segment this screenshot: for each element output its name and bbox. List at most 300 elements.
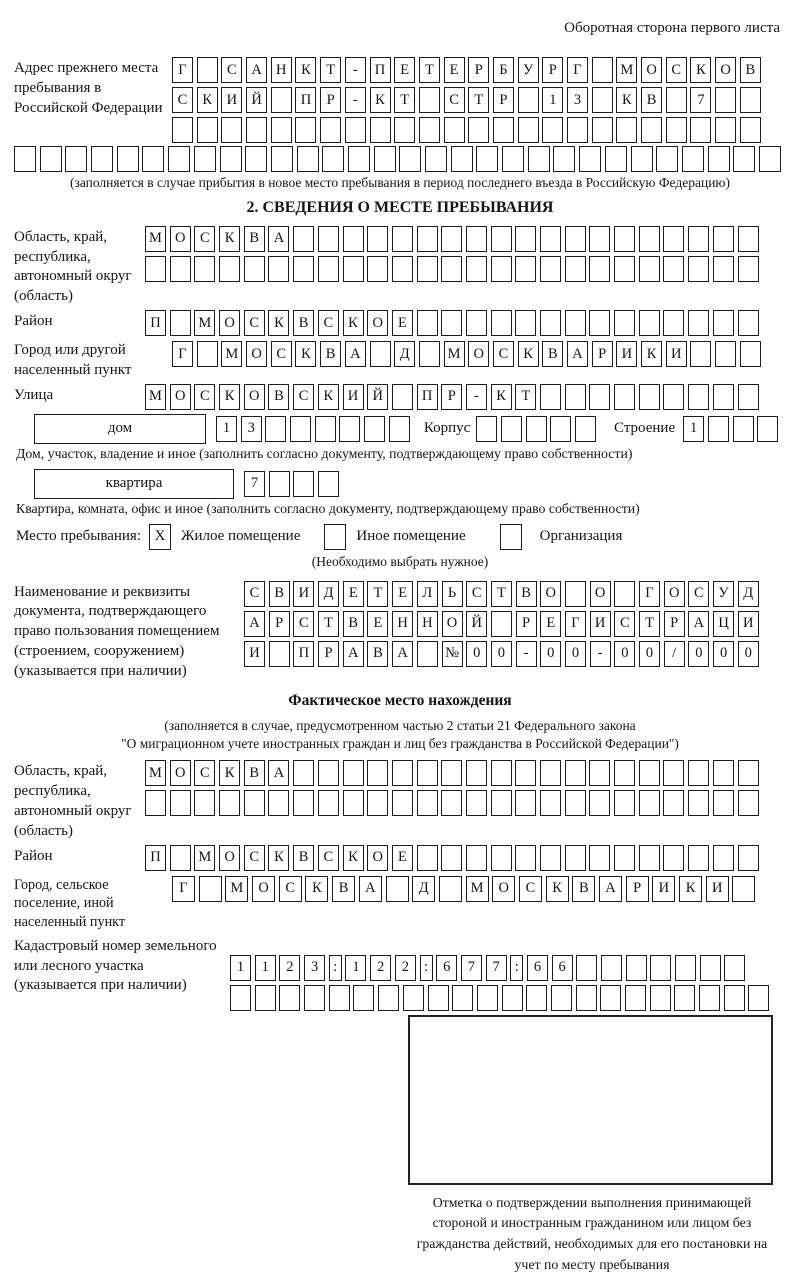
- char-cell[interactable]: [399, 146, 421, 172]
- char-cell[interactable]: [315, 416, 336, 442]
- char-cell[interactable]: 0: [614, 641, 635, 667]
- char-cell[interactable]: [419, 87, 440, 113]
- stay-option-checkbox-residential[interactable]: X: [149, 524, 171, 550]
- char-cell[interactable]: М: [145, 384, 166, 410]
- char-cell[interactable]: [688, 760, 709, 786]
- char-cell[interactable]: И: [738, 611, 759, 637]
- char-cell[interactable]: О: [246, 341, 267, 367]
- char-cell[interactable]: М: [221, 341, 242, 367]
- char-cell[interactable]: [279, 985, 300, 1011]
- char-cell[interactable]: [219, 790, 240, 816]
- char-cell[interactable]: А: [268, 760, 289, 786]
- char-cell[interactable]: 0: [565, 641, 586, 667]
- cadastral-row-1[interactable]: [230, 955, 769, 981]
- char-cell[interactable]: Т: [491, 581, 512, 607]
- char-cell[interactable]: Е: [367, 611, 388, 637]
- char-cell[interactable]: -: [516, 641, 537, 667]
- char-cell[interactable]: С: [244, 310, 265, 336]
- char-cell[interactable]: [540, 226, 561, 252]
- actual-region-grid[interactable]: [145, 760, 759, 816]
- char-cell[interactable]: [220, 146, 242, 172]
- prev-address-row-3[interactable]: [172, 117, 761, 143]
- char-cell[interactable]: [65, 146, 87, 172]
- char-cell[interactable]: [293, 471, 314, 497]
- char-cell[interactable]: [589, 226, 610, 252]
- char-cell[interactable]: Е: [540, 611, 561, 637]
- char-cell[interactable]: У: [713, 581, 734, 607]
- char-cell[interactable]: [491, 845, 512, 871]
- char-cell[interactable]: Ц: [713, 611, 734, 637]
- char-cell[interactable]: С: [688, 581, 709, 607]
- char-cell[interactable]: [656, 146, 678, 172]
- char-cell[interactable]: В: [269, 581, 290, 607]
- char-cell[interactable]: [295, 117, 316, 143]
- char-cell[interactable]: Р: [441, 384, 462, 410]
- char-cell[interactable]: [650, 985, 671, 1011]
- char-cell[interactable]: К: [219, 226, 240, 252]
- char-cell[interactable]: К: [690, 57, 711, 83]
- region-row-1[interactable]: [145, 226, 759, 252]
- char-cell[interactable]: [540, 760, 561, 786]
- char-cell[interactable]: [616, 117, 637, 143]
- char-cell[interactable]: [663, 310, 684, 336]
- char-cell[interactable]: В: [343, 611, 364, 637]
- char-cell[interactable]: О: [442, 611, 463, 637]
- char-cell[interactable]: К: [318, 384, 339, 410]
- char-cell[interactable]: [466, 226, 487, 252]
- char-cell[interactable]: [688, 384, 709, 410]
- char-cell[interactable]: [614, 581, 635, 607]
- char-cell[interactable]: С: [194, 760, 215, 786]
- char-cell[interactable]: Р: [468, 57, 489, 83]
- char-cell[interactable]: [666, 87, 687, 113]
- char-cell[interactable]: К: [295, 341, 316, 367]
- char-cell[interactable]: [343, 790, 364, 816]
- char-cell[interactable]: Р: [626, 876, 649, 902]
- char-cell[interactable]: Е: [343, 581, 364, 607]
- char-cell[interactable]: [269, 641, 290, 667]
- char-cell[interactable]: [614, 790, 635, 816]
- char-cell[interactable]: [439, 876, 462, 902]
- char-cell[interactable]: [625, 985, 646, 1011]
- char-cell[interactable]: [245, 146, 267, 172]
- char-cell[interactable]: Е: [392, 845, 413, 871]
- char-cell[interactable]: [491, 611, 512, 637]
- char-cell[interactable]: [353, 985, 374, 1011]
- char-cell[interactable]: [713, 226, 734, 252]
- char-cell[interactable]: [565, 790, 586, 816]
- char-cell[interactable]: О: [641, 57, 662, 83]
- document-row-3[interactable]: [244, 641, 759, 667]
- char-cell[interactable]: [370, 117, 391, 143]
- char-cell[interactable]: [740, 87, 761, 113]
- char-cell[interactable]: [688, 310, 709, 336]
- char-cell[interactable]: [724, 955, 745, 981]
- char-cell[interactable]: [293, 226, 314, 252]
- char-cell[interactable]: Е: [392, 581, 413, 607]
- char-cell[interactable]: 7: [690, 87, 711, 113]
- char-cell[interactable]: С: [318, 310, 339, 336]
- char-cell[interactable]: В: [268, 384, 289, 410]
- char-cell[interactable]: [466, 760, 487, 786]
- char-cell[interactable]: Б: [493, 57, 514, 83]
- char-cell[interactable]: [626, 955, 647, 981]
- char-cell[interactable]: 1: [255, 955, 276, 981]
- char-cell[interactable]: [733, 146, 755, 172]
- city-row[interactable]: [172, 341, 761, 367]
- char-cell[interactable]: В: [740, 57, 761, 83]
- char-cell[interactable]: [738, 384, 759, 410]
- char-cell[interactable]: С: [293, 384, 314, 410]
- char-cell[interactable]: М: [194, 845, 215, 871]
- char-cell[interactable]: А: [688, 611, 709, 637]
- char-cell[interactable]: [318, 760, 339, 786]
- char-cell[interactable]: О: [170, 384, 191, 410]
- char-cell[interactable]: [392, 256, 413, 282]
- char-cell[interactable]: -: [590, 641, 611, 667]
- char-cell[interactable]: [343, 760, 364, 786]
- char-cell[interactable]: [639, 760, 660, 786]
- char-cell[interactable]: [589, 760, 610, 786]
- char-cell[interactable]: [392, 790, 413, 816]
- char-cell[interactable]: О: [219, 845, 240, 871]
- char-cell[interactable]: Т: [515, 384, 536, 410]
- char-cell[interactable]: [708, 146, 730, 172]
- char-cell[interactable]: [168, 146, 190, 172]
- char-cell[interactable]: [759, 146, 781, 172]
- region-grid[interactable]: [145, 226, 759, 282]
- char-cell[interactable]: [345, 117, 366, 143]
- char-cell[interactable]: О: [367, 310, 388, 336]
- char-cell[interactable]: [601, 955, 622, 981]
- actual-city-row[interactable]: [172, 876, 755, 902]
- char-cell[interactable]: [641, 117, 662, 143]
- char-cell[interactable]: [417, 641, 438, 667]
- char-cell[interactable]: О: [540, 581, 561, 607]
- char-cell[interactable]: М: [444, 341, 465, 367]
- char-cell[interactable]: Д: [318, 581, 339, 607]
- char-cell[interactable]: Р: [592, 341, 613, 367]
- char-cell[interactable]: [244, 256, 265, 282]
- char-cell[interactable]: [145, 790, 166, 816]
- char-cell[interactable]: Г: [565, 611, 586, 637]
- char-cell[interactable]: И: [244, 641, 265, 667]
- char-cell[interactable]: 0: [540, 641, 561, 667]
- char-cell[interactable]: [565, 760, 586, 786]
- char-cell[interactable]: Д: [394, 341, 415, 367]
- char-cell[interactable]: Г: [172, 876, 195, 902]
- char-cell[interactable]: [145, 256, 166, 282]
- char-cell[interactable]: 7: [486, 955, 507, 981]
- char-cell[interactable]: [441, 226, 462, 252]
- char-cell[interactable]: [322, 146, 344, 172]
- char-cell[interactable]: [579, 146, 601, 172]
- char-cell[interactable]: В: [516, 581, 537, 607]
- char-cell[interactable]: 0: [466, 641, 487, 667]
- char-cell[interactable]: Г: [172, 57, 193, 83]
- char-cell[interactable]: [197, 57, 218, 83]
- char-cell[interactable]: С: [221, 57, 242, 83]
- char-cell[interactable]: Т: [320, 57, 341, 83]
- char-cell[interactable]: [501, 416, 522, 442]
- char-cell[interactable]: К: [343, 310, 364, 336]
- char-cell[interactable]: [386, 876, 409, 902]
- char-cell[interactable]: С: [466, 581, 487, 607]
- char-cell[interactable]: Е: [394, 57, 415, 83]
- char-cell[interactable]: -: [466, 384, 487, 410]
- char-cell[interactable]: 1: [542, 87, 563, 113]
- char-cell[interactable]: [172, 117, 193, 143]
- char-cell[interactable]: [40, 146, 62, 172]
- actual-region-row-2[interactable]: [145, 790, 759, 816]
- char-cell[interactable]: [738, 310, 759, 336]
- char-cell[interactable]: С: [271, 341, 292, 367]
- char-cell[interactable]: 0: [639, 641, 660, 667]
- char-cell[interactable]: [614, 256, 635, 282]
- char-cell[interactable]: О: [252, 876, 275, 902]
- char-cell[interactable]: [441, 790, 462, 816]
- char-cell[interactable]: [528, 146, 550, 172]
- char-cell[interactable]: Р: [664, 611, 685, 637]
- char-cell[interactable]: [491, 256, 512, 282]
- char-cell[interactable]: [194, 790, 215, 816]
- document-row-2[interactable]: [244, 611, 759, 637]
- prev-address-row-2[interactable]: [172, 87, 761, 113]
- char-cell[interactable]: [451, 146, 473, 172]
- char-cell[interactable]: [477, 985, 498, 1011]
- char-cell[interactable]: [476, 146, 498, 172]
- char-cell[interactable]: П: [370, 57, 391, 83]
- char-cell[interactable]: [318, 471, 339, 497]
- char-cell[interactable]: [565, 226, 586, 252]
- char-cell[interactable]: К: [268, 845, 289, 871]
- char-cell[interactable]: [631, 146, 653, 172]
- char-cell[interactable]: [639, 384, 660, 410]
- char-cell[interactable]: [526, 985, 547, 1011]
- char-cell[interactable]: [733, 416, 754, 442]
- char-cell[interactable]: Р: [493, 87, 514, 113]
- char-cell[interactable]: [255, 985, 276, 1011]
- char-cell[interactable]: [491, 226, 512, 252]
- char-cell[interactable]: :: [420, 955, 433, 981]
- char-cell[interactable]: [417, 226, 438, 252]
- char-cell[interactable]: К: [370, 87, 391, 113]
- char-cell[interactable]: -: [345, 57, 366, 83]
- char-cell[interactable]: [592, 57, 613, 83]
- char-cell[interactable]: М: [225, 876, 248, 902]
- char-cell[interactable]: [663, 256, 684, 282]
- char-cell[interactable]: [540, 790, 561, 816]
- char-cell[interactable]: [614, 226, 635, 252]
- char-cell[interactable]: К: [305, 876, 328, 902]
- char-cell[interactable]: 0: [688, 641, 709, 667]
- char-cell[interactable]: [540, 845, 561, 871]
- char-cell[interactable]: [466, 845, 487, 871]
- char-cell[interactable]: [682, 146, 704, 172]
- char-cell[interactable]: Ь: [442, 581, 463, 607]
- char-cell[interactable]: [392, 226, 413, 252]
- actual-region-row-1[interactable]: [145, 760, 759, 786]
- char-cell[interactable]: [348, 146, 370, 172]
- char-cell[interactable]: [540, 384, 561, 410]
- char-cell[interactable]: [565, 581, 586, 607]
- char-cell[interactable]: [476, 416, 497, 442]
- char-cell[interactable]: /: [664, 641, 685, 667]
- char-cell[interactable]: [425, 146, 447, 172]
- char-cell[interactable]: [370, 341, 391, 367]
- char-cell[interactable]: [515, 256, 536, 282]
- char-cell[interactable]: [491, 790, 512, 816]
- char-cell[interactable]: [374, 146, 396, 172]
- char-cell[interactable]: [724, 985, 745, 1011]
- char-cell[interactable]: М: [616, 57, 637, 83]
- char-cell[interactable]: С: [194, 226, 215, 252]
- char-cell[interactable]: 0: [491, 641, 512, 667]
- char-cell[interactable]: [394, 117, 415, 143]
- char-cell[interactable]: Е: [444, 57, 465, 83]
- char-cell[interactable]: К: [641, 341, 662, 367]
- char-cell[interactable]: [589, 256, 610, 282]
- char-cell[interactable]: В: [332, 876, 355, 902]
- char-cell[interactable]: К: [491, 384, 512, 410]
- char-cell[interactable]: С: [493, 341, 514, 367]
- char-cell[interactable]: В: [293, 310, 314, 336]
- char-cell[interactable]: [197, 117, 218, 143]
- char-cell[interactable]: [738, 256, 759, 282]
- char-cell[interactable]: С: [444, 87, 465, 113]
- char-cell[interactable]: [639, 256, 660, 282]
- char-cell[interactable]: [343, 256, 364, 282]
- char-cell[interactable]: [614, 384, 635, 410]
- char-cell[interactable]: [639, 310, 660, 336]
- char-cell[interactable]: [738, 845, 759, 871]
- char-cell[interactable]: Й: [367, 384, 388, 410]
- char-cell[interactable]: Т: [318, 611, 339, 637]
- char-cell[interactable]: О: [664, 581, 685, 607]
- char-cell[interactable]: 2: [395, 955, 416, 981]
- char-cell[interactable]: [170, 845, 191, 871]
- char-cell[interactable]: [14, 146, 36, 172]
- char-cell[interactable]: [271, 146, 293, 172]
- char-cell[interactable]: [639, 226, 660, 252]
- char-cell[interactable]: Г: [567, 57, 588, 83]
- char-cell[interactable]: [515, 760, 536, 786]
- char-cell[interactable]: [339, 416, 360, 442]
- char-cell[interactable]: А: [268, 226, 289, 252]
- char-cell[interactable]: Т: [419, 57, 440, 83]
- char-cell[interactable]: [466, 310, 487, 336]
- char-cell[interactable]: [265, 416, 286, 442]
- char-cell[interactable]: [688, 226, 709, 252]
- char-cell[interactable]: [117, 146, 139, 172]
- document-grid[interactable]: [244, 581, 759, 667]
- char-cell[interactable]: Н: [271, 57, 292, 83]
- char-cell[interactable]: [690, 341, 711, 367]
- char-cell[interactable]: А: [246, 57, 267, 83]
- char-cell[interactable]: В: [542, 341, 563, 367]
- char-cell[interactable]: №: [442, 641, 463, 667]
- char-cell[interactable]: [417, 256, 438, 282]
- char-cell[interactable]: [367, 256, 388, 282]
- char-cell[interactable]: И: [343, 384, 364, 410]
- char-cell[interactable]: Й: [466, 611, 487, 637]
- char-cell[interactable]: [699, 985, 720, 1011]
- char-cell[interactable]: О: [170, 226, 191, 252]
- char-cell[interactable]: [550, 416, 571, 442]
- char-cell[interactable]: [688, 790, 709, 816]
- char-cell[interactable]: 0: [713, 641, 734, 667]
- char-cell[interactable]: [392, 760, 413, 786]
- char-cell[interactable]: [491, 310, 512, 336]
- char-cell[interactable]: [688, 845, 709, 871]
- char-cell[interactable]: [565, 256, 586, 282]
- char-cell[interactable]: [666, 117, 687, 143]
- char-cell[interactable]: К: [546, 876, 569, 902]
- char-cell[interactable]: [748, 985, 769, 1011]
- char-cell[interactable]: [565, 310, 586, 336]
- char-cell[interactable]: [392, 384, 413, 410]
- char-cell[interactable]: [271, 117, 292, 143]
- char-cell[interactable]: А: [359, 876, 382, 902]
- char-cell[interactable]: [690, 117, 711, 143]
- char-cell[interactable]: Р: [516, 611, 537, 637]
- char-cell[interactable]: [732, 876, 755, 902]
- char-cell[interactable]: [417, 310, 438, 336]
- char-cell[interactable]: М: [145, 760, 166, 786]
- char-cell[interactable]: [466, 790, 487, 816]
- char-cell[interactable]: [565, 384, 586, 410]
- char-cell[interactable]: Т: [468, 87, 489, 113]
- char-cell[interactable]: [268, 256, 289, 282]
- char-cell[interactable]: Й: [246, 87, 267, 113]
- char-cell[interactable]: [567, 117, 588, 143]
- char-cell[interactable]: Р: [320, 87, 341, 113]
- street-row[interactable]: [145, 384, 759, 410]
- char-cell[interactable]: [493, 117, 514, 143]
- char-cell[interactable]: [740, 341, 761, 367]
- char-cell[interactable]: В: [572, 876, 595, 902]
- char-cell[interactable]: [194, 256, 215, 282]
- char-cell[interactable]: [91, 146, 113, 172]
- char-cell[interactable]: П: [417, 384, 438, 410]
- char-cell[interactable]: [417, 845, 438, 871]
- char-cell[interactable]: [441, 310, 462, 336]
- char-cell[interactable]: Н: [392, 611, 413, 637]
- char-cell[interactable]: [502, 985, 523, 1011]
- char-cell[interactable]: П: [295, 87, 316, 113]
- char-cell[interactable]: В: [293, 845, 314, 871]
- stay-option-checkbox-other[interactable]: [324, 524, 346, 550]
- char-cell[interactable]: [713, 845, 734, 871]
- char-cell[interactable]: [364, 416, 385, 442]
- char-cell[interactable]: [713, 256, 734, 282]
- char-cell[interactable]: [708, 416, 729, 442]
- char-cell[interactable]: В: [244, 760, 265, 786]
- char-cell[interactable]: [271, 87, 292, 113]
- char-cell[interactable]: К: [219, 384, 240, 410]
- char-cell[interactable]: С: [279, 876, 302, 902]
- char-cell[interactable]: [444, 117, 465, 143]
- char-cell[interactable]: [715, 117, 736, 143]
- char-cell[interactable]: 2: [279, 955, 300, 981]
- char-cell[interactable]: 2: [370, 955, 391, 981]
- char-cell[interactable]: [738, 226, 759, 252]
- char-cell[interactable]: [540, 310, 561, 336]
- char-cell[interactable]: И: [590, 611, 611, 637]
- char-cell[interactable]: К: [219, 760, 240, 786]
- char-cell[interactable]: [589, 790, 610, 816]
- char-cell[interactable]: Н: [417, 611, 438, 637]
